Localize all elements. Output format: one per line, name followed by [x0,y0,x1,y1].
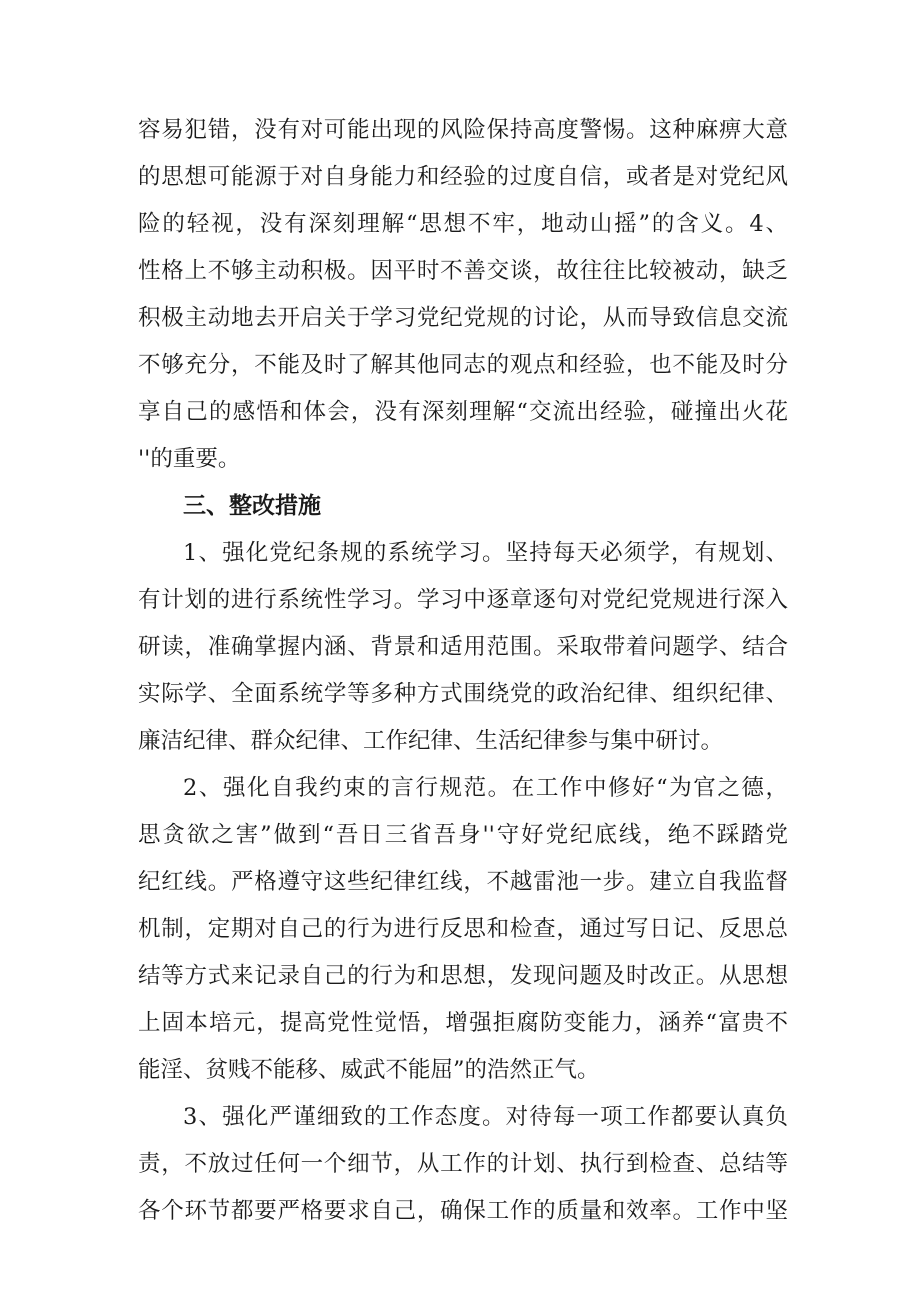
paragraph-first-line: 1、强化党纪条规的系统学习。坚持每天必须学，有规划、 [183,540,788,566]
text-line: 研读，准确掌握内涵、背景和适用范围。采取带着问题学、结合 [138,634,788,660]
text-line: 实际学、全面系统学等多种方式围绕党的政治纪律、组织纪律、 [138,681,788,707]
text-line: 的思想可能源于对自身能力和经验的过度自信，或者是对党纪风 [138,164,788,190]
paragraph-first-line: 2、强化自我约束的言行规范。在工作中修好“为官之德， [183,775,788,801]
text-line: 不够充分，不能及时了解其他同志的观点和经验，也不能及时分 [138,352,788,378]
text-line: 各个环节都要严格要求自己，确保工作的质量和效率。工作中坚 [138,1198,788,1224]
text-line: 性格上不够主动积极。因平时不善交谈，故往往比较被动，缺乏 [138,258,788,284]
text-line: 上固本培元，提高党性觉悟，增强拒腐防变能力，涵养“富贵不 [138,1010,788,1036]
text-line: 思贪欲之害”做到“吾日三省吾身''守好党纪底线，绝不踩踏党 [138,822,788,848]
text-line: 有计划的进行系统性学习。学习中逐章逐句对党纪党规进行深入 [138,587,788,613]
text-line: 能淫、贫贱不能移、威武不能屈”的浩然正气。 [138,1057,600,1083]
text-line: 积极主动地去开启关于学习党纪党规的讨论，从而导致信息交流 [138,305,788,331]
text-line: 纪红线。严格遵守这些纪律红线，不越雷池一步。建立自我监督 [138,869,788,895]
paragraph-first-line: 3、强化严谨细致的工作态度。对待每一项工作都要认真负 [183,1104,788,1130]
text-line: 险的轻视，没有深刻理解“思想不牢，地动山摇”的含义。4、 [138,211,788,237]
text-line: 机制，定期对自己的行为进行反思和检查，通过写日记、反思总 [138,916,788,942]
text-line: ''的重要。 [138,446,241,472]
text-line: 容易犯错，没有对可能出现的风险保持高度警惕。这种麻痹大意 [138,117,788,143]
text-line: 廉洁纪律、群众纪律、工作纪律、生活纪律参与集中研讨。 [138,728,724,754]
text-line: 享自己的感悟和体会，没有深刻理解“交流出经验，碰撞出火花 [138,399,788,425]
text-line: 结等方式来记录自己的行为和思想，发现问题及时改正。从思想 [138,963,788,989]
text-line: 责，不放过任何一个细节，从工作的计划、执行到检查、总结等 [138,1151,788,1177]
section-heading: 三、整改措施 [183,493,321,519]
